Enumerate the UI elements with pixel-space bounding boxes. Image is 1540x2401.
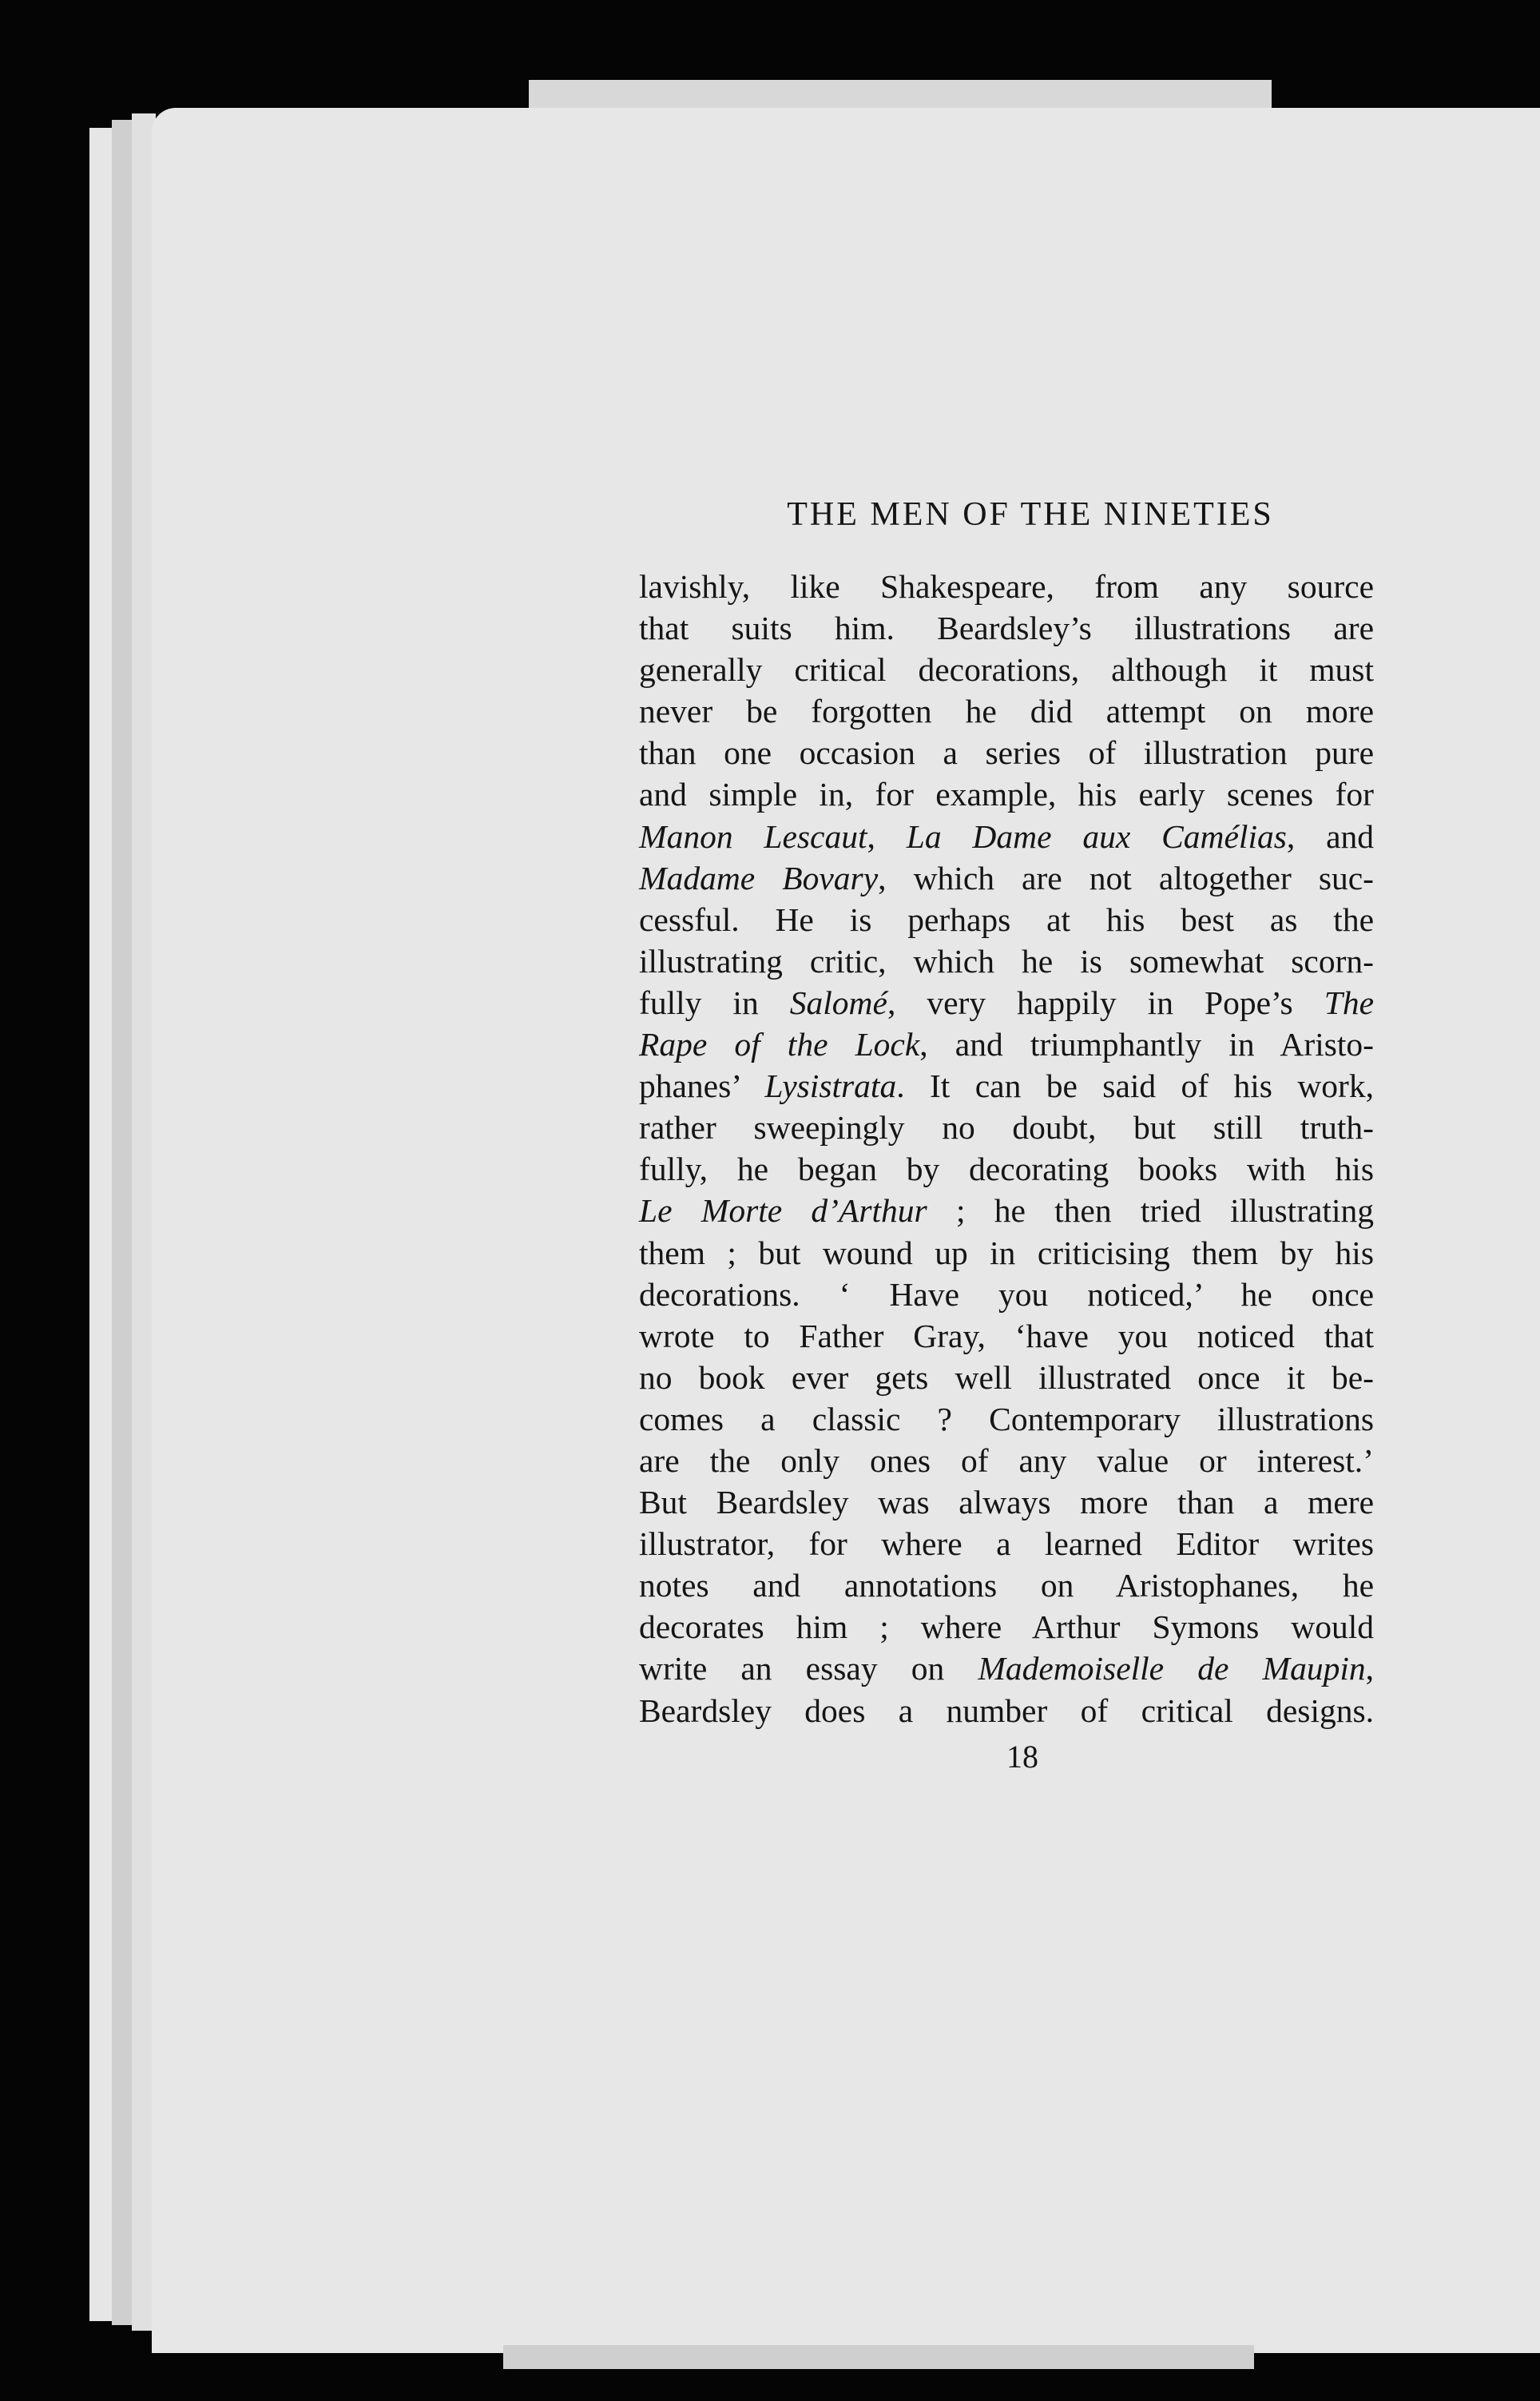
text-line	[639, 649, 1374, 690]
text-run: and simple in, for example, his early scenes for	[639, 776, 1374, 813]
text-run: fully in	[639, 984, 790, 1021]
text-line	[639, 1107, 1374, 1148]
text-run: Beardsley does a number of critical designs.	[639, 1691, 1374, 1729]
italic-title: Rape of the Lock	[639, 1026, 920, 1063]
text-line	[639, 1606, 1374, 1648]
running-head: THE MEN OF THE NINETIES	[787, 496, 1274, 533]
italic-title: Lysistrata	[764, 1067, 897, 1105]
text-run: phanes’	[639, 1067, 765, 1105]
text-line	[639, 1065, 1374, 1107]
text-run: fully, he began by decorating books with his	[639, 1151, 1374, 1188]
text-run: illustrating critic, which he is somewhat scorn-	[639, 942, 1374, 980]
text-line	[639, 816, 1374, 857]
text-line	[639, 1481, 1374, 1523]
text-run: decorations. ‘ Have you noticed,’ he once	[639, 1275, 1374, 1313]
text-line	[639, 1564, 1374, 1606]
text-line	[639, 1523, 1374, 1564]
body-paragraph	[639, 566, 1374, 1731]
text-run: , and	[1286, 817, 1375, 855]
text-run: are the only ones of any value or interest.’	[639, 1441, 1374, 1479]
text-run: illustrator, for where a learned Editor writes	[639, 1525, 1374, 1563]
bottom-page-strip	[503, 2345, 1254, 2369]
text-run: , and triumphantly in Aristo-	[919, 1026, 1374, 1063]
italic-title: Mademoiselle de Maupin	[978, 1650, 1366, 1687]
text-line	[639, 857, 1374, 899]
text-line	[639, 566, 1374, 607]
text-line	[639, 607, 1374, 649]
text-block	[639, 495, 1374, 1775]
italic-title: La Dame aux Camélias	[906, 817, 1287, 855]
text-run: no book ever gets well illustrated once it be-	[639, 1358, 1374, 1396]
text-run: notes and annotations on Aristophanes, he	[639, 1567, 1374, 1604]
text-line	[639, 982, 1374, 1024]
text-run: comes a classic ? Contemporary illustrations	[639, 1400, 1374, 1437]
text-line	[639, 1274, 1374, 1315]
text-run: wrote to Father Gray, ‘have you noticed that	[639, 1317, 1374, 1354]
text-run: than one occasion a series of illustration pure	[639, 734, 1374, 772]
text-line	[639, 773, 1374, 815]
text-line	[639, 1440, 1374, 1481]
text-line	[639, 1357, 1374, 1398]
text-line	[639, 940, 1374, 982]
text-run: them ; but wound up in criticising them by his	[639, 1234, 1374, 1271]
text-line	[639, 1024, 1374, 1065]
text-line	[639, 690, 1374, 732]
text-run: decorates him ; where Arthur Symons would	[639, 1608, 1374, 1646]
text-line	[639, 1315, 1374, 1357]
text-run: cessful. He is perhaps at his best as the	[639, 900, 1374, 938]
text-run: rather sweepingly no doubt, but still truth-	[639, 1109, 1374, 1147]
text-run: . It can be said of his work,	[896, 1067, 1375, 1105]
text-line	[639, 1648, 1374, 1689]
text-run: , which are not altogether suc-	[878, 859, 1374, 896]
text-run: But Beardsley was always more than a mere	[639, 1484, 1374, 1521]
text-run: ,	[1365, 1650, 1374, 1687]
text-run: lavishly, like Shakespeare, from any source	[639, 568, 1374, 605]
text-line	[639, 732, 1374, 773]
text-run: that suits him. Beardsley’s illustrations are	[639, 610, 1374, 647]
italic-title: Manon Lescaut	[639, 817, 867, 855]
italic-title: The	[1324, 984, 1374, 1021]
text-line	[639, 1232, 1374, 1274]
text-line	[639, 1148, 1374, 1190]
text-run: generally critical decorations, although it must	[639, 651, 1374, 689]
page-number: 18	[1006, 1738, 1038, 1775]
text-line	[639, 899, 1374, 940]
italic-title: Madame Bovary	[639, 859, 879, 896]
text-run: ; he then tried illustrating	[927, 1192, 1374, 1230]
top-page-strip	[529, 80, 1272, 112]
italic-title: Le Morte d’Arthur	[639, 1192, 927, 1230]
text-line	[639, 1690, 1374, 1731]
text-line	[639, 1190, 1374, 1231]
italic-title: Salomé	[789, 984, 887, 1021]
text-run: , very happily in Pope’s	[887, 984, 1324, 1021]
text-run: write an essay on	[639, 1650, 978, 1687]
text-run: never be forgotten he did attempt on more	[639, 693, 1374, 730]
text-run: ,	[867, 817, 907, 855]
text-line	[639, 1398, 1374, 1440]
